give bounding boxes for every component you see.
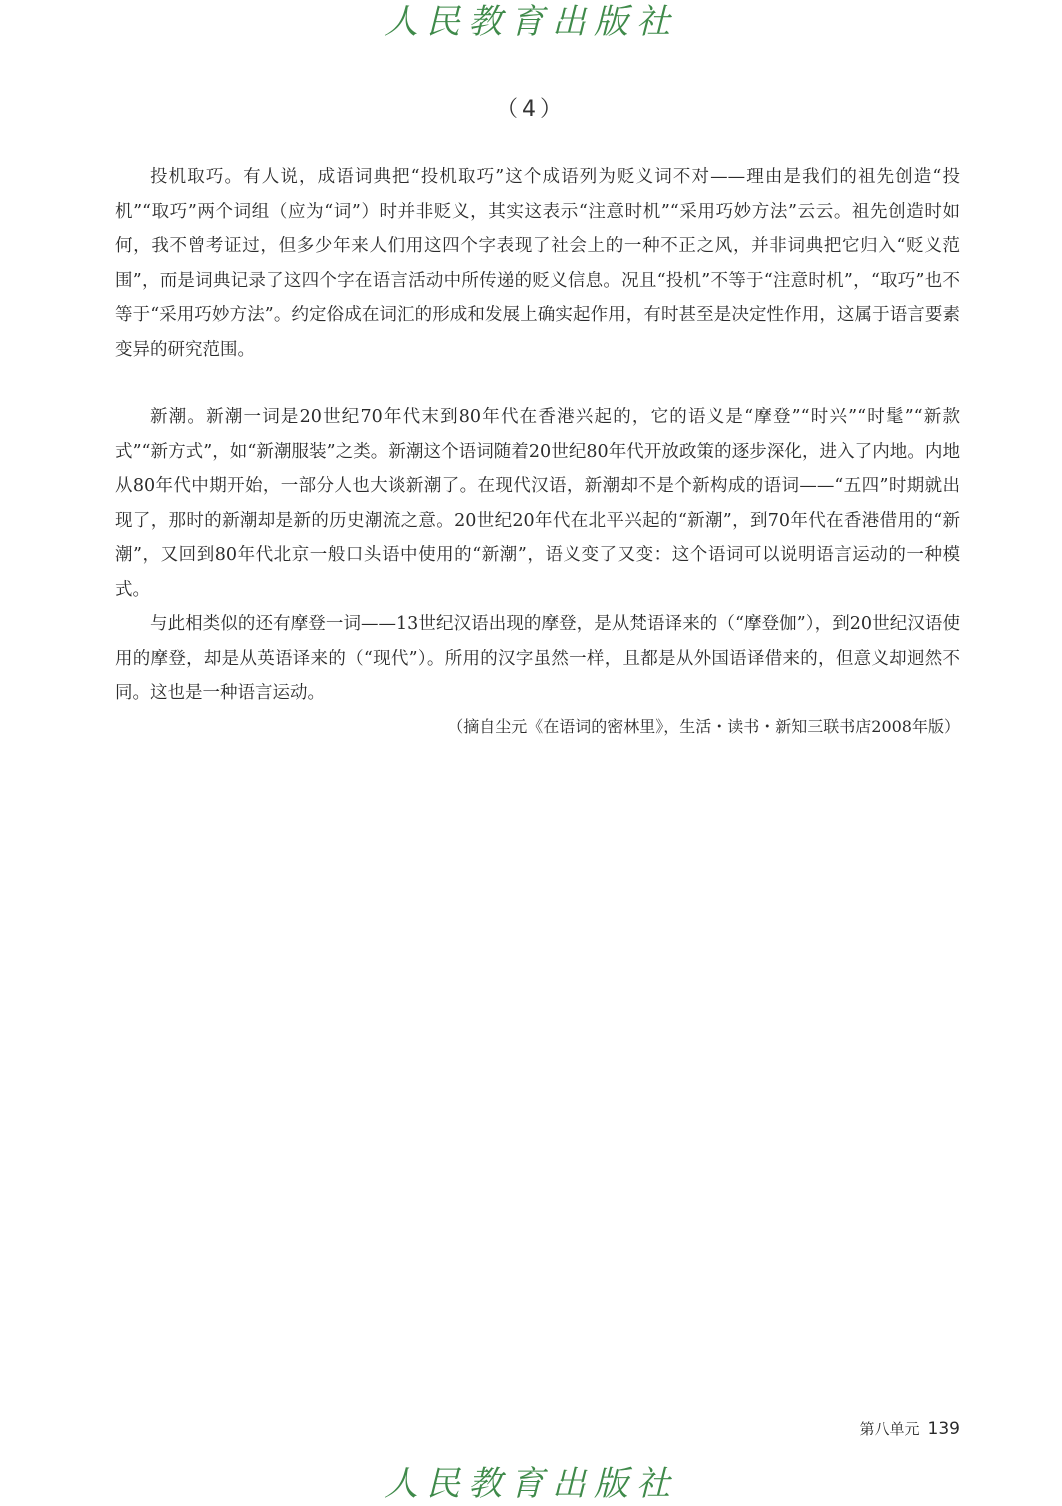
unit-label: 第八单元 bbox=[859, 1420, 920, 1438]
text-block-xinchao bbox=[115, 400, 960, 711]
section-number: （4） bbox=[496, 97, 566, 122]
paragraph: 与此相类似的还有摩登一词——13世纪汉语出现的摩登，是从梵语译来的（“摩登伽”），到20世纪汉语使用的摩登，却是从英语译来的（“现代”）。所用的汉字虽然一样，且都是从外国语译借来的，但意义却迥然不同。这也是一种语言运动。 bbox=[115, 614, 960, 703]
citation: （摘自尘元《在语词的密林里》，生活・读书・新知三联书店2008年版） bbox=[447, 717, 960, 736]
publisher-watermark-bottom: 人民教育出版社 bbox=[384, 1464, 678, 1504]
text-block-toujiqiqiao bbox=[115, 160, 960, 367]
paragraph: 投机取巧。有人说，成语词典把“投机取巧”这个成语列为贬义词不对——理由是我们的祖先创造“投机”“取巧”两个词组（应为“词”）时并非贬义，其实这表示“注意时机”“采用巧妙方法”云云。祖先创造时如何，我不曾考证过，但多少年来人们用这四个字表现了社会上的一种不正之风，并非词典把它归入“贬义范围”，而是词典记录了这四个字在语言活动中所传递的贬义信息。况且“投机”不等于“注意时机”，“取巧”也不等于“采用巧妙方法”。约定俗成在词汇的形成和发展上确实起作用，有时甚至是决定性作用，这属于语言要素变异的研究范围。 bbox=[115, 167, 960, 360]
paragraph: 新潮。新潮一词是20世纪70年代末到80年代在香港兴起的，它的语义是“摩登”“时兴”“时髦”“新款式”“新方式”，如“新潮服装”之类。新潮这个语词随着20世纪80年代开放政策的逐步深化，进入了内地。内地从80年代中期开始，一部分人也大谈新潮了。在现代汉语，新潮却不是个新构成的语词——“五四”时期就出现了，那时的新潮却是新的历史潮流之意。20世纪20年代在北平兴起的“新潮”，到70年代在香港借用的“新潮”，又回到80年代北京一般口头语中使用的“新潮”，语义变了又变：这个语词可以说明语言运动的一种模式。 bbox=[115, 407, 960, 600]
page-number: 139 bbox=[927, 1419, 960, 1439]
publisher-watermark-top: 人民教育出版社 bbox=[384, 2, 678, 42]
page-footer bbox=[860, 1418, 960, 1439]
